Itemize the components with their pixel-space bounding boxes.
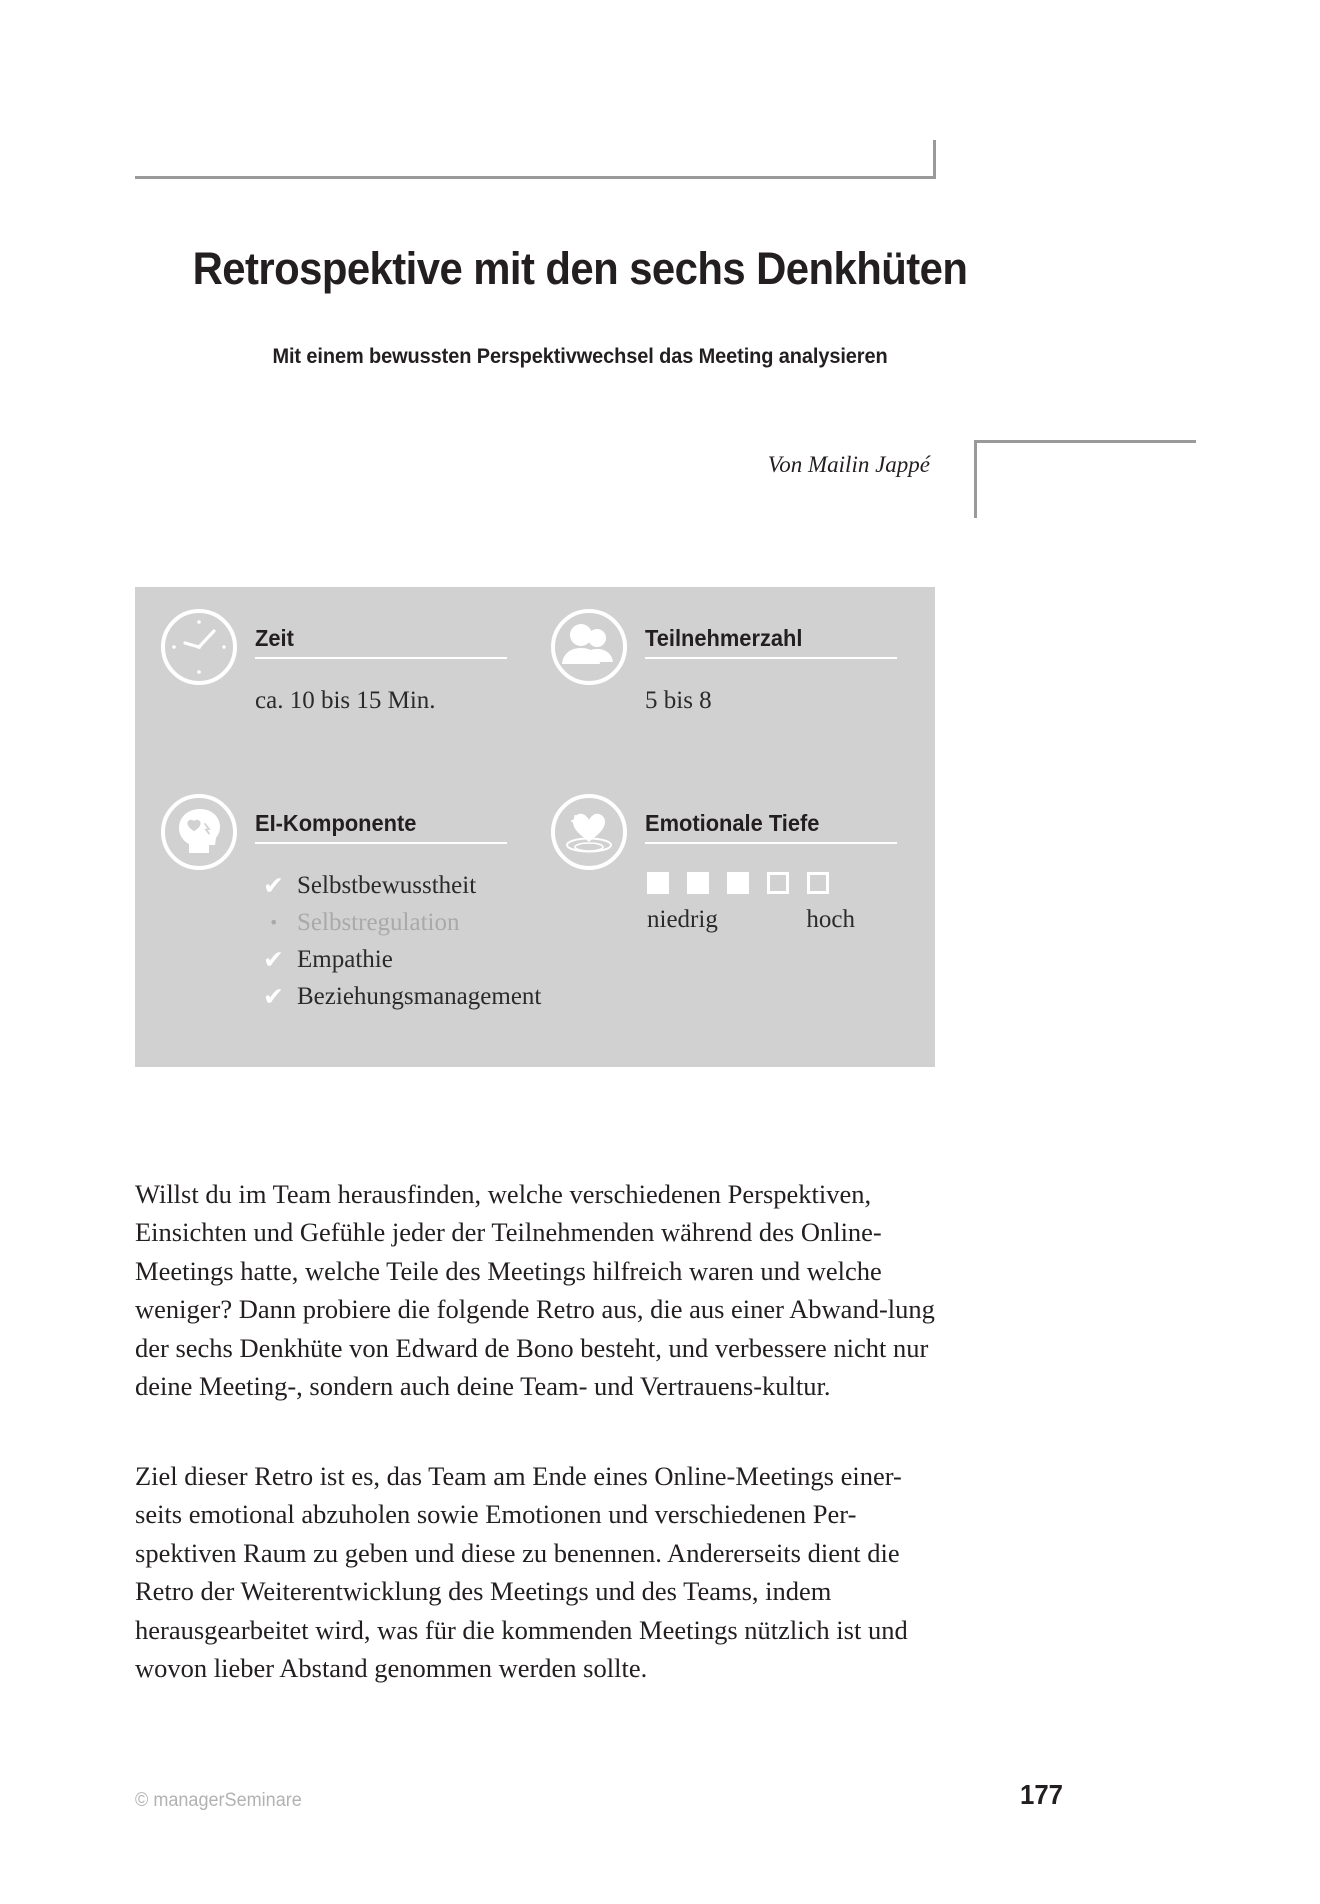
info-cell-emotionale-tiefe-head <box>645 810 911 844</box>
ei-component-item-label: Selbstbewusstheit <box>297 872 477 899</box>
depth-scale-box-empty <box>807 872 829 894</box>
ei-component-item <box>255 941 541 978</box>
head-heart-icon <box>161 794 237 870</box>
header-rule <box>135 176 936 179</box>
info-cell-ei-komponente-rule <box>255 842 507 844</box>
info-cell-teilnehmerzahl-label: Teilnehmerzahl <box>645 625 803 651</box>
depth-scale-box-filled <box>687 872 709 894</box>
emotional-depth-legend <box>647 906 855 934</box>
body-paragraph-1: Willst du im Team herausfinden, welche verschiedenen Perspektiven, Einsichten und Gefühle jeder der Teilnehmenden während des Online-Meetings hatte, welche Teile des Meetings hilfreich waren und welche weniger? Dann probiere die folgende Retro aus, die aus einer Abwand-lung der sechs Denkhüte von Edward de Bono besteht, und verbessere nicht nur deine Meeting-, sondern auch deine Team- und Vertrauens-kultur. <box>135 1178 935 1402</box>
ei-component-item <box>255 867 541 904</box>
heart-ripple-icon <box>551 794 627 870</box>
clock-icon <box>161 609 237 685</box>
info-cell-teilnehmerzahl-rule <box>645 657 897 659</box>
ei-component-list <box>255 867 541 1015</box>
page-title: Retrospektive mit den sechs Denkhüten <box>192 243 968 294</box>
depth-scale-box-filled <box>727 872 749 894</box>
byline-bracket-horizontal <box>974 440 1196 443</box>
bullet-icon: • <box>269 913 279 932</box>
info-cell-emotionale-tiefe-rule <box>645 842 897 844</box>
participants-icon <box>551 609 627 685</box>
body-paragraph-2: Ziel dieser Retro ist es, das Team am Ende eines Online-Meetings einer-seits emotional abzuholen sowie Emotionen und verschiedenen Per-spektiven Raum zu geben und diese zu benennen. Andererseits dient die Retro der Weiterentwicklung des Meetings und des Teams, indem herausgearbeitet wird, was für die kommenden Meetings nützlich ist und wovon lieber Abstand genommen werden sollte. <box>135 1460 908 1684</box>
ei-component-item <box>255 978 541 1015</box>
page-subtitle: Mit einem bewussten Perspektivwechsel das Meeting analysieren <box>272 345 888 368</box>
info-cell-zeit-head <box>255 625 521 659</box>
info-cell-zeit-rule <box>255 657 507 659</box>
footer-copyright: © managerSeminare <box>135 1790 302 1811</box>
ei-component-item-label: Beziehungsmanagement <box>297 983 542 1010</box>
ei-component-item-label: Selbstregulation <box>297 909 460 936</box>
info-cell-zeit-value: ca. 10 bis 15 Min. <box>255 687 436 714</box>
depth-scale-box-empty <box>767 872 789 894</box>
check-icon: ✔ <box>263 982 284 1011</box>
info-cell-teilnehmerzahl-head <box>645 625 911 659</box>
depth-legend-low: niedrig <box>647 906 718 933</box>
info-cell-ei-komponente-head <box>255 810 521 844</box>
page-number: 177 <box>1020 1779 1063 1810</box>
depth-legend-high: hoch <box>806 906 855 933</box>
check-icon: ✔ <box>263 871 284 900</box>
ei-component-item-label: Empathie <box>297 946 393 973</box>
byline-bracket-vertical <box>974 440 977 518</box>
info-cell-teilnehmerzahl-value: 5 bis 8 <box>645 687 712 714</box>
byline-author: Von Mailin Jappé <box>767 452 930 477</box>
header-rule-corner-stub <box>933 140 936 178</box>
info-cell-ei-komponente-label: EI-Komponente <box>255 810 417 836</box>
depth-scale-box-filled <box>647 872 669 894</box>
info-box <box>135 587 935 1067</box>
info-cell-zeit-label: Zeit <box>255 625 294 651</box>
ei-component-item <box>255 904 541 941</box>
info-cell-emotionale-tiefe-label: Emotionale Tiefe <box>645 810 820 836</box>
check-icon: ✔ <box>263 945 284 974</box>
emotional-depth-scale <box>647 872 829 894</box>
